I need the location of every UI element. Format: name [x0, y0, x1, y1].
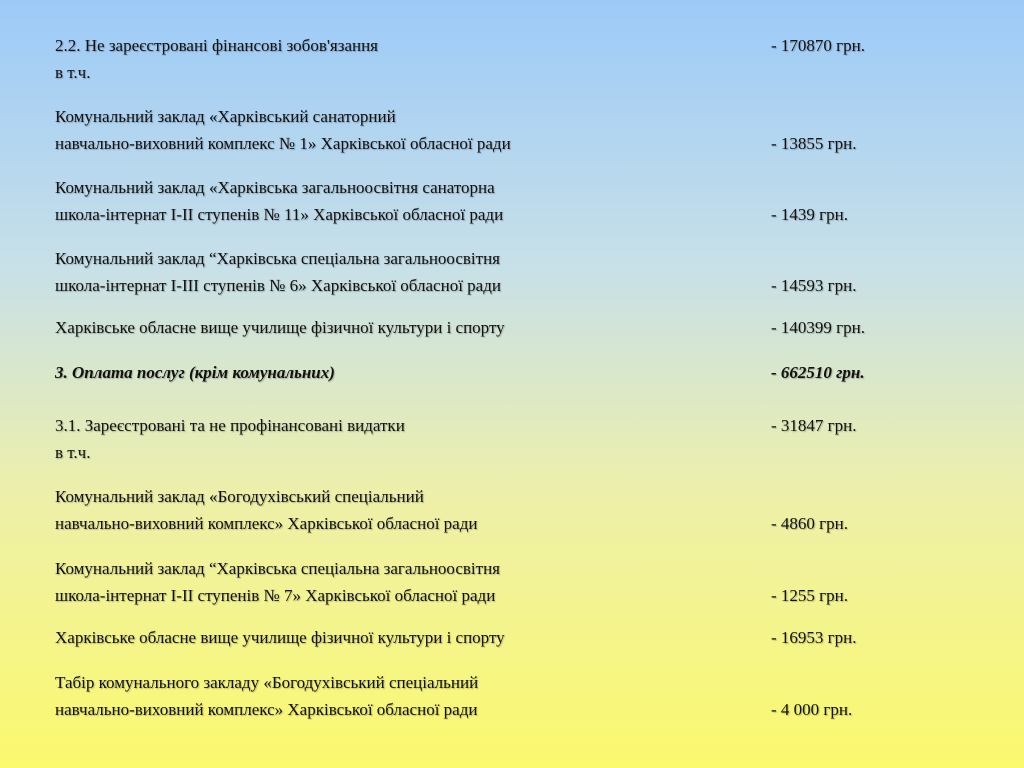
item-amount: - 1439 грн. [771, 205, 848, 224]
section-heading: 3. Оплата послуг (крім комунальних) [55, 363, 335, 382]
item-amount: - 4860 грн. [771, 514, 848, 533]
item-amount: - 4 000 грн. [771, 700, 853, 719]
item-label-line1: Харківське обласне вище училище фізичної культури і спорту [55, 628, 505, 647]
item-label-line2: в т.ч. [55, 63, 91, 82]
item-label-line2: навчально-виховний комплекс» Харківської обласної ради [55, 700, 478, 719]
item-label-line1: Комунальний заклад “Харківська спеціальна загальноосвітня [55, 249, 500, 268]
item-label-line2: навчально-виховний комплекс» Харківської обласної ради [55, 514, 478, 533]
item-label-line1: Харківське обласне вище училище фізичної культури і спорту [55, 318, 505, 337]
item-label-line2: в т.ч. [55, 443, 91, 462]
item-label-line2: школа-інтернат І-ІІ ступенів № 11» Харківської обласної ради [55, 205, 504, 224]
item-label-line2: навчально-виховний комплекс № 1» Харківської обласної ради [55, 134, 511, 153]
item-label-line2: школа-інтернат І-ІІІ ступенів № 6» Харківської обласної ради [55, 276, 501, 295]
item-label-line1: Комунальний заклад “Харківська спеціальна загальноосвітня [55, 559, 500, 578]
item-amount: - 13855 грн. [771, 134, 857, 153]
item-label-line1: 2.2. Не зареєстровані фінансові зобов'язання [55, 36, 378, 55]
item-amount: - 14593 грн. [771, 276, 857, 295]
item-amount: - 140399 грн. [771, 318, 865, 337]
item-label-line1: Комунальний заклад «Харківський санаторний [55, 107, 396, 126]
item-amount: - 16953 грн. [771, 628, 857, 647]
item-label-line1: 3.1. Зареєстровані та не профінансовані видатки [55, 416, 405, 435]
item-amount: - 170870 грн. [771, 36, 865, 55]
item-amount: - 1255 грн. [771, 586, 848, 605]
item-label-line1: Комунальний заклад «Богодухівський спеціальний [55, 487, 424, 506]
item-label-line2: школа-інтернат І-ІІ ступенів № 7» Харківської обласної ради [55, 586, 496, 605]
item-label-line1: Табір комунального закладу «Богодухівський спеціальний [55, 673, 479, 692]
section-amount: - 662510 грн. [771, 363, 865, 382]
item-amount: - 31847 грн. [771, 416, 857, 435]
item-label-line1: Комунальний заклад «Харківська загальноосвітня санаторна [55, 178, 495, 197]
